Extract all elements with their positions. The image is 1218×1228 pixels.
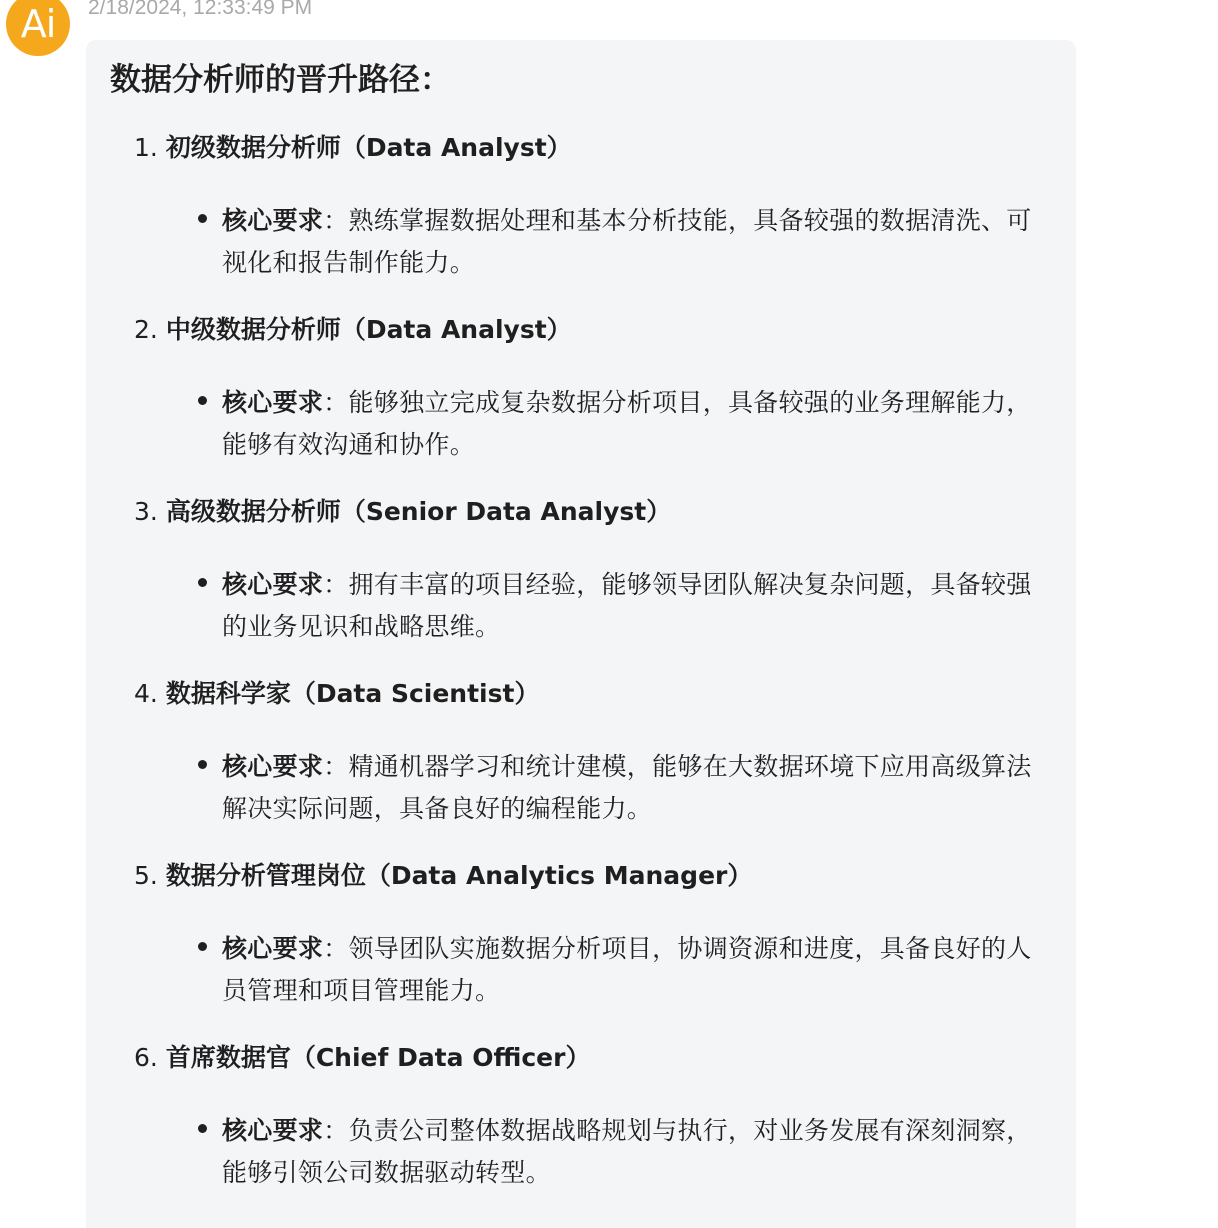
requirement-label: 核心要求 <box>222 388 324 417</box>
requirement-description: ：拥有丰富的项目经验，能够领导团队解决复杂问题，具备较强的业务见识和战略思维。 <box>222 570 1032 641</box>
list-item-number: 3. <box>134 497 158 526</box>
requirement-text <box>222 564 1040 648</box>
assistant-avatar <box>6 0 70 56</box>
bullet-dot-icon <box>198 942 207 951</box>
list-item-name: 初级数据分析师（Data Analyst） <box>165 133 572 162</box>
avatar-label: Ai <box>20 2 56 46</box>
requirement-label: 核心要求 <box>222 206 324 235</box>
list-item-name: 高级数据分析师（Senior Data Analyst） <box>165 497 672 526</box>
list-item-number: 1. <box>134 133 158 162</box>
requirement-description: ：精通机器学习和统计建模，能够在大数据环境下应用高级算法解决实际问题，具备良好的编程能力。 <box>222 752 1032 823</box>
list-item-title <box>134 130 572 166</box>
requirement-label: 核心要求 <box>222 570 324 599</box>
bullet-dot-icon <box>198 396 207 405</box>
list-item-title <box>134 858 752 894</box>
requirement-label: 核心要求 <box>222 934 324 963</box>
list-item-title <box>134 1040 590 1076</box>
list-item-title <box>134 312 572 348</box>
list-item-name: 数据科学家（Data Scientist） <box>165 679 540 708</box>
requirement-text <box>222 200 1040 284</box>
message-bubble <box>86 40 1076 1228</box>
list-item-title <box>134 494 671 530</box>
bullet-dot-icon <box>198 760 207 769</box>
requirement-description: ：能够独立完成复杂数据分析项目，具备较强的业务理解能力，能够有效沟通和协作。 <box>222 388 1032 459</box>
requirement-text <box>222 1110 1040 1194</box>
list-item-name: 数据分析管理岗位（Data Analytics Manager） <box>165 861 753 890</box>
message-heading: 数据分析师的晋升路径： <box>110 62 451 98</box>
message-timestamp: 2/18/2024, 12:33:49 PM <box>88 0 313 19</box>
list-item-title <box>134 676 539 712</box>
requirement-text <box>222 746 1040 830</box>
list-item-number: 4. <box>134 679 158 708</box>
list-item-number: 6. <box>134 1043 158 1072</box>
requirement-description: ：负责公司整体数据战略规划与执行，对业务发展有深刻洞察，能够引领公司数据驱动转型。 <box>222 1116 1032 1187</box>
requirement-label: 核心要求 <box>222 1116 324 1145</box>
bullet-dot-icon <box>198 214 207 223</box>
requirement-label: 核心要求 <box>222 752 324 781</box>
list-item-number: 5. <box>134 861 158 890</box>
bullet-dot-icon <box>198 1124 207 1133</box>
list-item-number: 2. <box>134 315 158 344</box>
list-item-name: 中级数据分析师（Data Analyst） <box>165 315 572 344</box>
requirement-description: ：熟练掌握数据处理和基本分析技能，具备较强的数据清洗、可视化和报告制作能力。 <box>222 206 1032 277</box>
bullet-dot-icon <box>198 578 207 587</box>
requirement-text <box>222 382 1040 466</box>
requirement-description: ：领导团队实施数据分析项目，协调资源和进度，具备良好的人员管理和项目管理能力。 <box>222 934 1032 1005</box>
list-item-name: 首席数据官（Chief Data Officer） <box>165 1043 591 1072</box>
requirement-text <box>222 928 1040 1012</box>
